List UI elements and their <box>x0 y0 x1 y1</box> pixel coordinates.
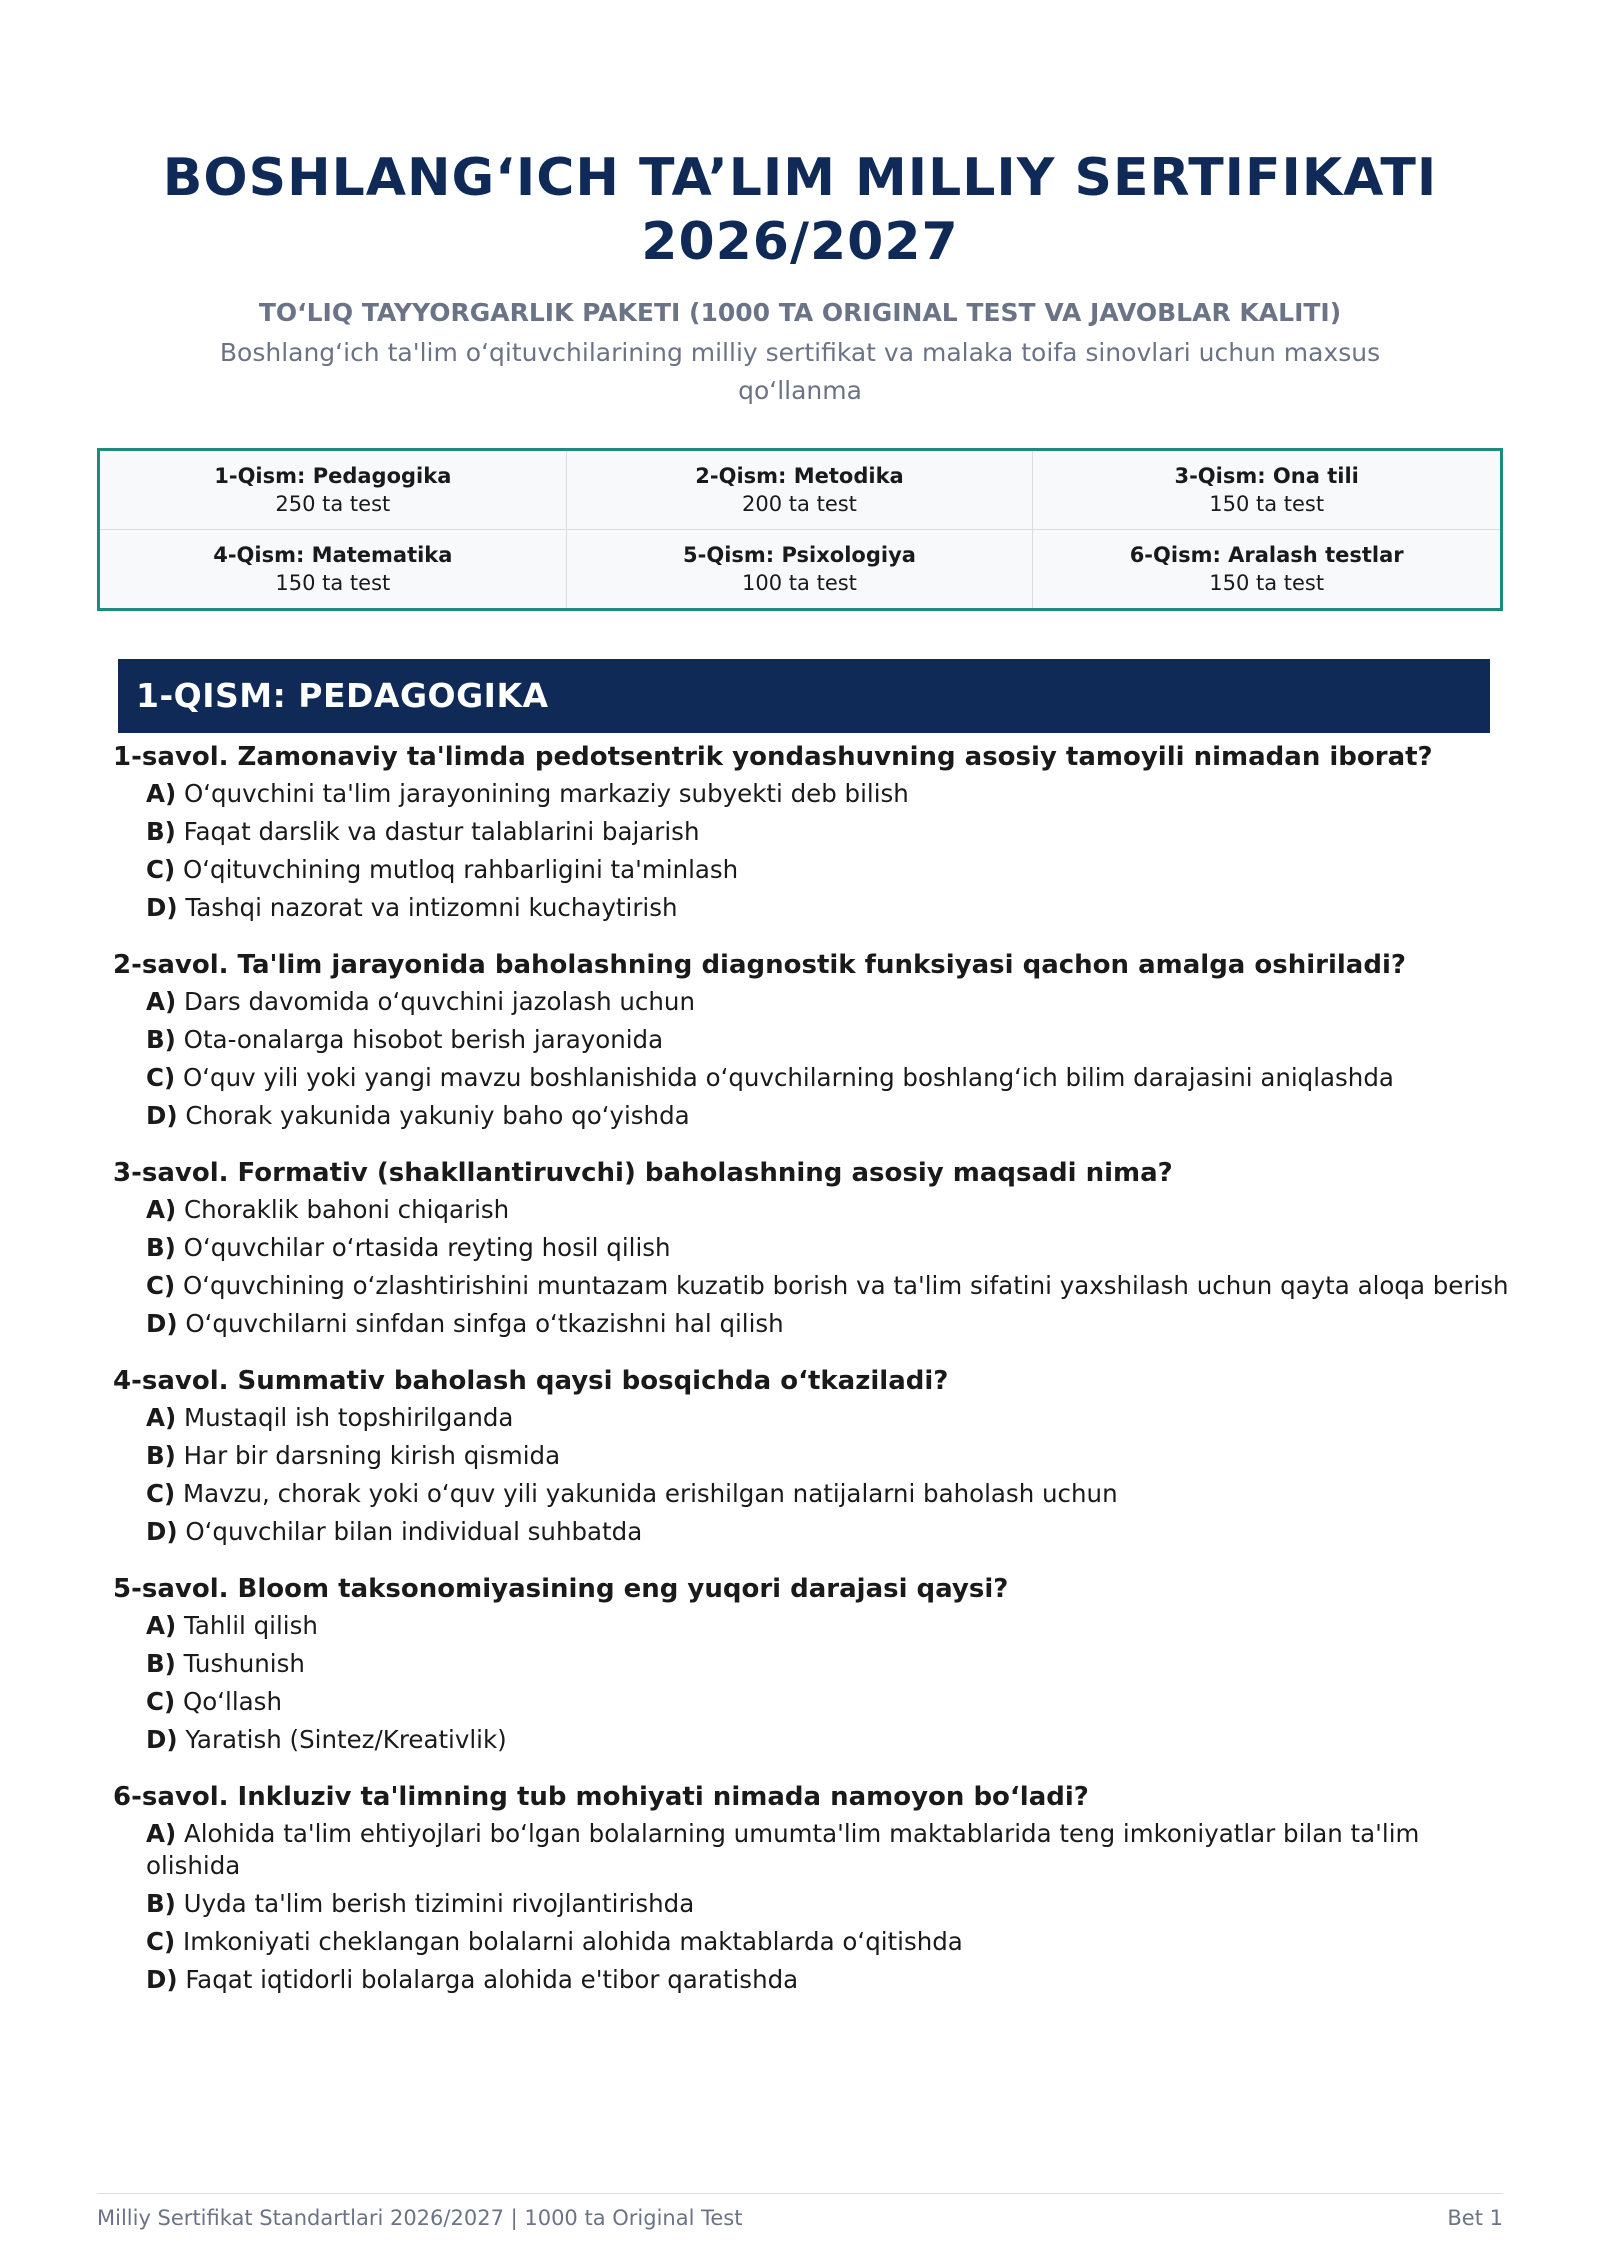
question-text: 1-savol. Zamonaviy ta'limda pedotsentrik yondashuvning asosiy tamoyili nimadan iborat? <box>113 742 1433 772</box>
option-letter: B) <box>146 1889 176 1918</box>
part-name: 4-Qism: Matematika <box>213 542 453 567</box>
page-number: Bet 1 <box>1447 2206 1503 2230</box>
document-tagline: Boshlang‘ich ta'lim o‘qituvchilarining milliy sertifikat va malaka toifa sinovlari uchun maxsus qo‘llanma <box>219 338 1381 405</box>
option-letter: B) <box>146 1233 176 1262</box>
question-list <box>113 738 1513 2018</box>
part-name: 6-Qism: Aralash testlar <box>1129 542 1404 567</box>
answer-option <box>113 892 1513 924</box>
option-text: Faqat iqtidorli bolalarga alohida e'tibor qaratishda <box>185 1965 799 1994</box>
answer-option <box>113 1888 1513 1920</box>
answer-option <box>113 1648 1513 1680</box>
option-text: Tahlil qilish <box>183 1611 318 1640</box>
answer-option <box>113 1194 1513 1226</box>
question-text: 2-savol. Ta'lim jarayonida baholashning diagnostik funksiyasi qachon amalga oshiriladi? <box>113 950 1406 980</box>
option-letter: A) <box>146 779 177 808</box>
part-cell <box>100 451 567 530</box>
question-text: 3-savol. Formativ (shakllantiruvchi) baholashning asosiy maqsadi nima? <box>113 1158 1173 1188</box>
document-subtitle: TO‘LIQ TAYYORGARLIK PAKETI (1000 TA ORIGINAL TEST VA JAVOBLAR KALITI) <box>258 298 1342 327</box>
part-cell <box>1033 530 1500 609</box>
question-text: 5-savol. Bloom taksonomiyasining eng yuqori darajasi qaysi? <box>113 1574 1009 1604</box>
parts-summary-table <box>97 448 1503 611</box>
part-name: 3-Qism: Ona tili <box>1174 463 1359 488</box>
part-count: 150 ta test <box>1209 570 1325 595</box>
section-heading: 1-QISM: PEDAGOGIKA <box>118 659 1490 733</box>
option-letter: D) <box>146 1309 178 1338</box>
answer-option <box>113 1270 1513 1302</box>
option-text: Chorak yakunida yakuniy baho qo‘yishda <box>185 1101 690 1130</box>
footer-divider <box>97 2193 1503 2194</box>
answer-option <box>113 854 1513 886</box>
option-letter: C) <box>146 1687 176 1716</box>
option-text: Choraklik bahoni chiqarish <box>183 1195 510 1224</box>
option-letter: A) <box>146 987 177 1016</box>
document-title: BOSHLANG‘ICH TA’LIM MILLIY SERTIFIKATI 2026/2027 <box>162 148 1438 272</box>
part-cell <box>1033 451 1500 530</box>
answer-option <box>113 1964 1513 1996</box>
answer-option <box>113 1724 1513 1756</box>
option-letter: B) <box>146 1649 176 1678</box>
answer-option <box>113 1516 1513 1548</box>
option-text: Qo‘llash <box>182 1687 282 1716</box>
answer-option <box>113 986 1513 1018</box>
answer-option <box>113 1100 1513 1132</box>
option-text: O‘quv yili yoki yangi mavzu boshlanishida o‘quvchilarning boshlang‘ich bilim darajasini aniqlashda <box>182 1063 1394 1092</box>
option-text: O‘quvchining o‘zlashtirishini muntazam kuzatib borish va ta'lim sifatini yaxshilash uchun qayta aloqa berish <box>182 1271 1509 1300</box>
question-text: 6-savol. Inkluziv ta'limning tub mohiyati nimada namoyon bo‘ladi? <box>113 1782 1089 1812</box>
option-text: Tushunish <box>183 1649 305 1678</box>
part-name: 2-Qism: Metodika <box>695 463 904 488</box>
part-count: 100 ta test <box>742 570 857 595</box>
option-letter: A) <box>146 1403 177 1432</box>
answer-option <box>113 1478 1513 1510</box>
option-text: Har bir darsning kirish qismida <box>183 1441 561 1470</box>
answer-option <box>113 1926 1513 1958</box>
question-item <box>113 1362 1513 1548</box>
option-letter: A) <box>146 1819 177 1848</box>
part-name: 5-Qism: Psixologiya <box>683 542 916 567</box>
part-count: 200 ta test <box>742 491 857 516</box>
answer-option <box>113 816 1513 848</box>
part-count: 150 ta test <box>1209 491 1325 516</box>
option-letter: C) <box>146 1063 176 1092</box>
option-letter: C) <box>146 1479 176 1508</box>
question-item <box>113 1570 1513 1756</box>
answer-option <box>113 1232 1513 1264</box>
question-item <box>113 1778 1513 1996</box>
option-letter: B) <box>146 817 176 846</box>
answer-option <box>113 1440 1513 1472</box>
option-text: O‘quvchini ta'lim jarayonining markaziy subyekti deb bilish <box>183 779 909 808</box>
answer-option <box>113 1308 1513 1340</box>
answer-option <box>113 1024 1513 1056</box>
option-letter: D) <box>146 1101 178 1130</box>
option-letter: C) <box>146 1271 176 1300</box>
question-item <box>113 738 1513 924</box>
option-letter: D) <box>146 1725 178 1754</box>
option-text: Tashqi nazorat va intizomni kuchaytirish <box>185 893 678 922</box>
option-text: Yaratish (Sintez/Kreativlik) <box>185 1725 507 1754</box>
option-text: Dars davomida o‘quvchini jazolash uchun <box>183 987 695 1016</box>
option-letter: D) <box>146 1965 178 1994</box>
option-text: O‘qituvchining mutloq rahbarligini ta'minlash <box>182 855 739 884</box>
option-text: O‘quvchilarni sinfdan sinfga o‘tkazishni hal qilish <box>185 1309 784 1338</box>
answer-option <box>113 1818 1513 1882</box>
answer-option <box>113 1686 1513 1718</box>
part-cell <box>567 530 1034 609</box>
option-letter: D) <box>146 1517 178 1546</box>
part-count: 250 ta test <box>275 491 391 516</box>
option-text: Mustaqil ish topshirilganda <box>183 1403 514 1432</box>
option-text: Ota-onalarga hisobot berish jarayonida <box>183 1025 664 1054</box>
option-letter: A) <box>146 1611 177 1640</box>
option-letter: B) <box>146 1441 176 1470</box>
option-text: Faqat darslik va dastur talablarini bajarish <box>183 817 700 846</box>
answer-option <box>113 1610 1513 1642</box>
part-cell <box>100 530 567 609</box>
option-text: O‘quvchilar o‘rtasida reyting hosil qilish <box>183 1233 671 1262</box>
option-text: Alohida ta'lim ehtiyojlari bo‘lgan bolalarning umumta'lim maktablarida teng imkoniyatlar bilan ta'lim olishida <box>146 1819 1420 1880</box>
option-text: O‘quvchilar bilan individual suhbatda <box>185 1517 643 1546</box>
answer-option <box>113 1062 1513 1094</box>
option-letter: D) <box>146 893 178 922</box>
answer-option <box>113 1402 1513 1434</box>
option-text: Mavzu, chorak yoki o‘quv yili yakunida erishilgan natijalarni baholash uchun <box>182 1479 1118 1508</box>
part-cell <box>567 451 1034 530</box>
part-count: 150 ta test <box>275 570 391 595</box>
answer-option <box>113 778 1513 810</box>
option-text: Uyda ta'lim berish tizimini rivojlantirishda <box>183 1889 695 1918</box>
footer-text: Milliy Sertifikat Standartlari 2026/2027 | 1000 ta Original Test <box>97 2206 743 2230</box>
part-name: 1-Qism: Pedagogika <box>214 463 452 488</box>
option-letter: C) <box>146 855 176 884</box>
option-text: Imkoniyati cheklangan bolalarni alohida maktablarda o‘qitishda <box>182 1927 963 1956</box>
option-letter: A) <box>146 1195 177 1224</box>
option-letter: C) <box>146 1927 176 1956</box>
question-text: 4-savol. Summativ baholash qaysi bosqichda o‘tkaziladi? <box>113 1366 949 1396</box>
question-item <box>113 946 1513 1132</box>
option-letter: B) <box>146 1025 176 1054</box>
question-item <box>113 1154 1513 1340</box>
